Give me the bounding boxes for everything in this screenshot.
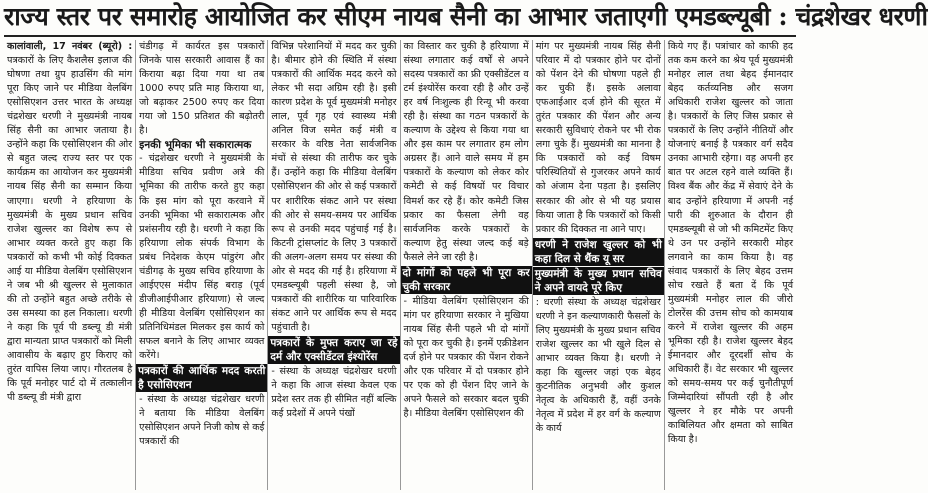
section-heading: दो मांगों को पहले भी पूरा कर चुकी सरकार bbox=[402, 266, 530, 293]
section-heading: पत्रकारों की आर्थिक मदद करती है एसोसिएशन bbox=[138, 365, 266, 392]
article-column-2 bbox=[136, 40, 268, 490]
article-columns bbox=[4, 40, 796, 490]
article-paragraph: का विस्तार कर चुकी है हरियाणा में संस्था लगातार कई वर्षों से अपने सदस्य पत्रकारों का फ्री एक्सीडेंटल व टर्म इंश्योरेंस करवा रही है और उन्हें हर वर्ष निःशुल्क ही रिन्यू भी करवा रही है। संस्था का गठन पत्रकारों के कल्याण के उद्देश्य से किया गया था और इस काम पर लगातार हम लोग अग्रसर हैं। आने वाले समय में हम पत्रकारों के कल्याण को लेकर कोर कमेटी से कई विषयों पर विचार विमर्श कर रहे हैं। कोर कमेटी जिस प्रकार का फैसला लेगी वह सार्वजनिक करके पत्रकारों के कल्याण हेतु संस्था जल्द कई बड़े फैसले लेने जा रही है। bbox=[403, 41, 529, 263]
article-paragraph: मांग पर मुख्यमंत्री नायब सिंह सैनी परिवार में दो पत्रकार होने पर दोनों को पेंशन देने की घोषणा पहले ही कर चुकी हैं। इसके अलावा एफआईआर दर्ज होने की सूरत में तुरंत पत्रकार की पेंशन और अन्य सरकारी सुविधाएं रोकने पर भी रोक लगा चुके हैं। मुख्यमंत्री का मानना है कि पत्रकारों को कई विषम परिस्थितियों से गुजरकर अपने कार्य को अंजाम देना पड़ता है। इसलिए सरकार की ओर से भी यह प्रयास किया जाता है कि पत्रकारों को किसी प्रकार की दिक्कत ना आने पाए। bbox=[535, 41, 661, 235]
article-paragraph bbox=[7, 40, 132, 405]
dateline: कालांवाली, 17 नवंबर (ब्यूरो) : bbox=[7, 41, 133, 52]
article-paragraph: किये गए हैं। पत्रांचार को काफी हद तक कम करने का श्रेय पूर्व मुख्यमंत्री मनोहर लाल तथा बेहद ईमानदार बेहद कर्तव्यनिष्ठ और सजग अधिकारी राजेश खुल्लर को जाता है। पत्रकारों के लिए जिस प्रकार से पत्रकारों के लिए उन्होंने नीतियों और योजनाएं बनाई है पत्रकार वर्ग सदैव उनका आभारी रहेगा। वह अपनी हर बात पर अटल रहने वाले व्यक्ति हैं। विश्व बैंक और केंद्र में सेवाएं देने के बाद उन्होंने हरियाणा में अपनी नई पारी की शुरुआत के दौरान ही एमडब्ल्यूबी से जो भी कमिटमेंट किए थे उन पर उन्होंने सरकारी मोहर लगवाने का काम किया है। वह संवाद पत्रकारों के लिए बेहद उत्तम सोच रखते हैं बता दें कि पूर्व मुख्यमंत्री मनोहर लाल की जीरो टोलरेंस की उत्तम सोच को कामयाब करने में राजेश खुल्लर की अहम भूमिका रही है। राजेश खुल्लर बेहद ईमानदार और दूरदर्शी सोच के अधिकारी हैं। वेट सरकार भी खुल्लर को समय-समय पर कई चुनौतीपूर्ण जिम्मेदारियां सौंपती रही है और खुल्लर ने हर मौके पर अपनी काबिलियत और क्षमता को साबित किया है। bbox=[667, 41, 794, 446]
headline: राज्य स्तर पर समारोह आयोजित कर सीएम नायब सैनी का आभार जताएगी एमडब्ल्यूबी : चंद्रशेखर धरणी bbox=[4, 2, 928, 31]
article-paragraph: - संस्था के अध्यक्ष चंद्रशेखर धरणी ने कहा कि आज संस्था केवल एक प्रदेश स्तर तक ही सीमित नहीं बल्कि कई प्रदेशों में अपने पंखों bbox=[271, 366, 397, 420]
headline-rule bbox=[4, 35, 796, 37]
section-heading: मुख्यमंत्री के मुख्य प्रधान सचिव ने अपने वायदे पूरे किए bbox=[534, 267, 662, 294]
article-column-4 bbox=[401, 40, 533, 490]
article-paragraph: - चंद्रशेखर धरणी ने मुख्यमंत्री के मीडिया सचिव प्रवीण अत्रे की भूमिका की तारीफ करते हुए कहा कि इस मांग को पूरा करवाने में उनकी भूमिका भी सकारात्मक और प्रशंसनीय रही है। धरणी ने कहा कि हरियाणा लोक संपर्क विभाग के प्रबंध निदेशक केएम पांडुरंग और चंडीगढ़ के मुख्य सचिव हरियाणा के आईएएस मंदीप सिंह बराड़ (पूर्व डीजीआईपीआर हरियाणा) से जल्द ही मीडिया वेलबिंग एसोसिएशन का प्रतिनिधिमंडल मिलकर इस कार्य को सफल बनाने के लिए आभार व्यक्त करेंगे। bbox=[139, 153, 265, 362]
article-paragraph: - मीडिया वेलबिंग एसोसिएशन की मांग पर हरियाणा सरकार ने मुखिया नायब सिंह सैनी पहले भी दो मांगों को पूरा कर चुकी है। इनमें एक्रीडेशन दर्ज होने पर पत्रकार की पेंशन रोकने और एक परिवार में दो पत्रकार होने पर एक को ही पेंशन दिए जाने के अपने फैसले को सरकार बदल चुकी है। मीडिया वेलबिंग एसोसिएशन की bbox=[403, 295, 529, 420]
article-paragraph: विभिन्न परेशानियों में मदद कर चुकी है। बीमार होने की स्थिति में संस्था पत्रकारों की आर्थिक मदद करने को लेकर भी सदा अग्रिम रही है। इसी कारण प्रदेश के पूर्व मुख्यमंत्री मनोहर लाल, पूर्व गृह एवं स्वास्थ्य मंत्री अनिल विज समेत कई मंत्री व सरकार के वरिष्ठ नेता सार्वजनिक मंचों से संस्था की तारीफ कर चुके हैं। उन्होंने कहा कि मीडिया वेलबिंग एसोसिएशन की ओर से कई पत्रकारों पर शारीरिक संकट आने पर संस्था की ओर से समय-समय पर आर्थिक रूप से उनकी मदद पहुंचाई गई है। किटनी ट्रांसप्लांट के लिए 3 पत्रकारों की अलग-अलग समय पर संस्था की ओर से मदद की गई है। हरियाणा में एमडब्ल्यूबी पहली संस्था है, जो पत्रकारों की शारीरिक या पारिवारिक संकट आने पर आर्थिक रूप से मदद पहुंचाती है। bbox=[271, 41, 397, 333]
article-paragraph: : धरणी संस्था के अध्यक्ष चंद्रशेखर धरणी ने इन कल्याणकारी फैसलों के लिए मुख्यमंत्री के मुख्य प्रधान सचिव राजेश खुल्लर का भी खुले दिल से आभार व्यक्त किया है। धरणी ने कहा कि खुल्लर जहां एक बेहद कुटनीतिक अनुभवी और कुशल नेतृत्व के अधिकारी हैं, वहीं उनके नेतृत्व में प्रदेश में हर वर्ग के कल्याण के कार्य bbox=[535, 296, 661, 435]
article-column-5 bbox=[533, 40, 665, 490]
paragraph-text: पत्रकारों के लिए कैशलैस इलाज की घोषणा तथा ग्रुप हाउसिंग की मांग पूरा किए जाने पर मीडिया वेलबिंग एसोसिएशन उत्तर भारत के अध्यक्ष चंद्रशेखर धरणी ने मुख्यमंत्री नायब सिंह सैनी का आभार जताया है। उन्होंने कहा कि एसोसिएशन की ओर से बहुत जल्द राज्य स्तर पर एक कार्यक्रम का आयोजन कर मुख्यमंत्री नायब सिंह सैनी का सम्मान किया जाएगा। धरणी ने हरियाणा के मुख्यमंत्री के मुख्य प्रधान सचिव राजेश खुल्लर का विशेष रूप से आभार व्यक्त करते हुए कहा कि पत्रकारों को कभी भी कोई दिक्कत आई या मीडिया वेलबिंग एसोसिएशन ने जब भी श्री खुल्लर से मुलाकात की तो उन्होंने बहुत अच्छे तरीके से उस समस्या का हल निकाला। धरणी ने कहा कि पूर्व पी डब्ल्यू डी मंत्री द्वारा मान्यता प्राप्त पत्रकारों को मिली आवासीय के बढ़ाए हुए किराए को तुरंत वापिस लिया जाए। गौरतलब है कि पूर्व मनोहर पार्ट दो में तत्कालीन पी डब्ल्यू डी मंत्री द्वारा bbox=[7, 55, 133, 404]
subheading: इनकी भूमिका भी सकारात्मक bbox=[139, 139, 252, 152]
article-column-1 bbox=[4, 40, 136, 490]
section-heading: पत्रकारों के मुफ्त कराए जा रहे दर्म और एक्सीडेंटल इंश्योरेंस bbox=[270, 336, 398, 364]
article-column-6 bbox=[665, 40, 796, 490]
article-paragraph: - संस्था के अध्यक्ष चंद्रशेखर धरणी ने बताया कि मीडिया वेलबिंग एसोसिएशन अपने निजी कोष से कई पत्रकारों की bbox=[139, 394, 265, 448]
section-heading: धरणी ने राजेश खुल्लर को भी कहा दिल से थैंक यू सर bbox=[534, 238, 662, 265]
article-paragraph: चंडीगढ़ में कार्यरत इस पत्रकारों जिनके पास सरकारी आवास हैं का किराया बढ़ा दिया गया था तब 1000 रुपए प्रति माह किराया था, जो बढ़ाकर 2500 रुपए कर दिया गया जो 150 प्रतिशत की बढ़ोतरी है। bbox=[139, 41, 265, 137]
article-column-3 bbox=[268, 40, 400, 490]
